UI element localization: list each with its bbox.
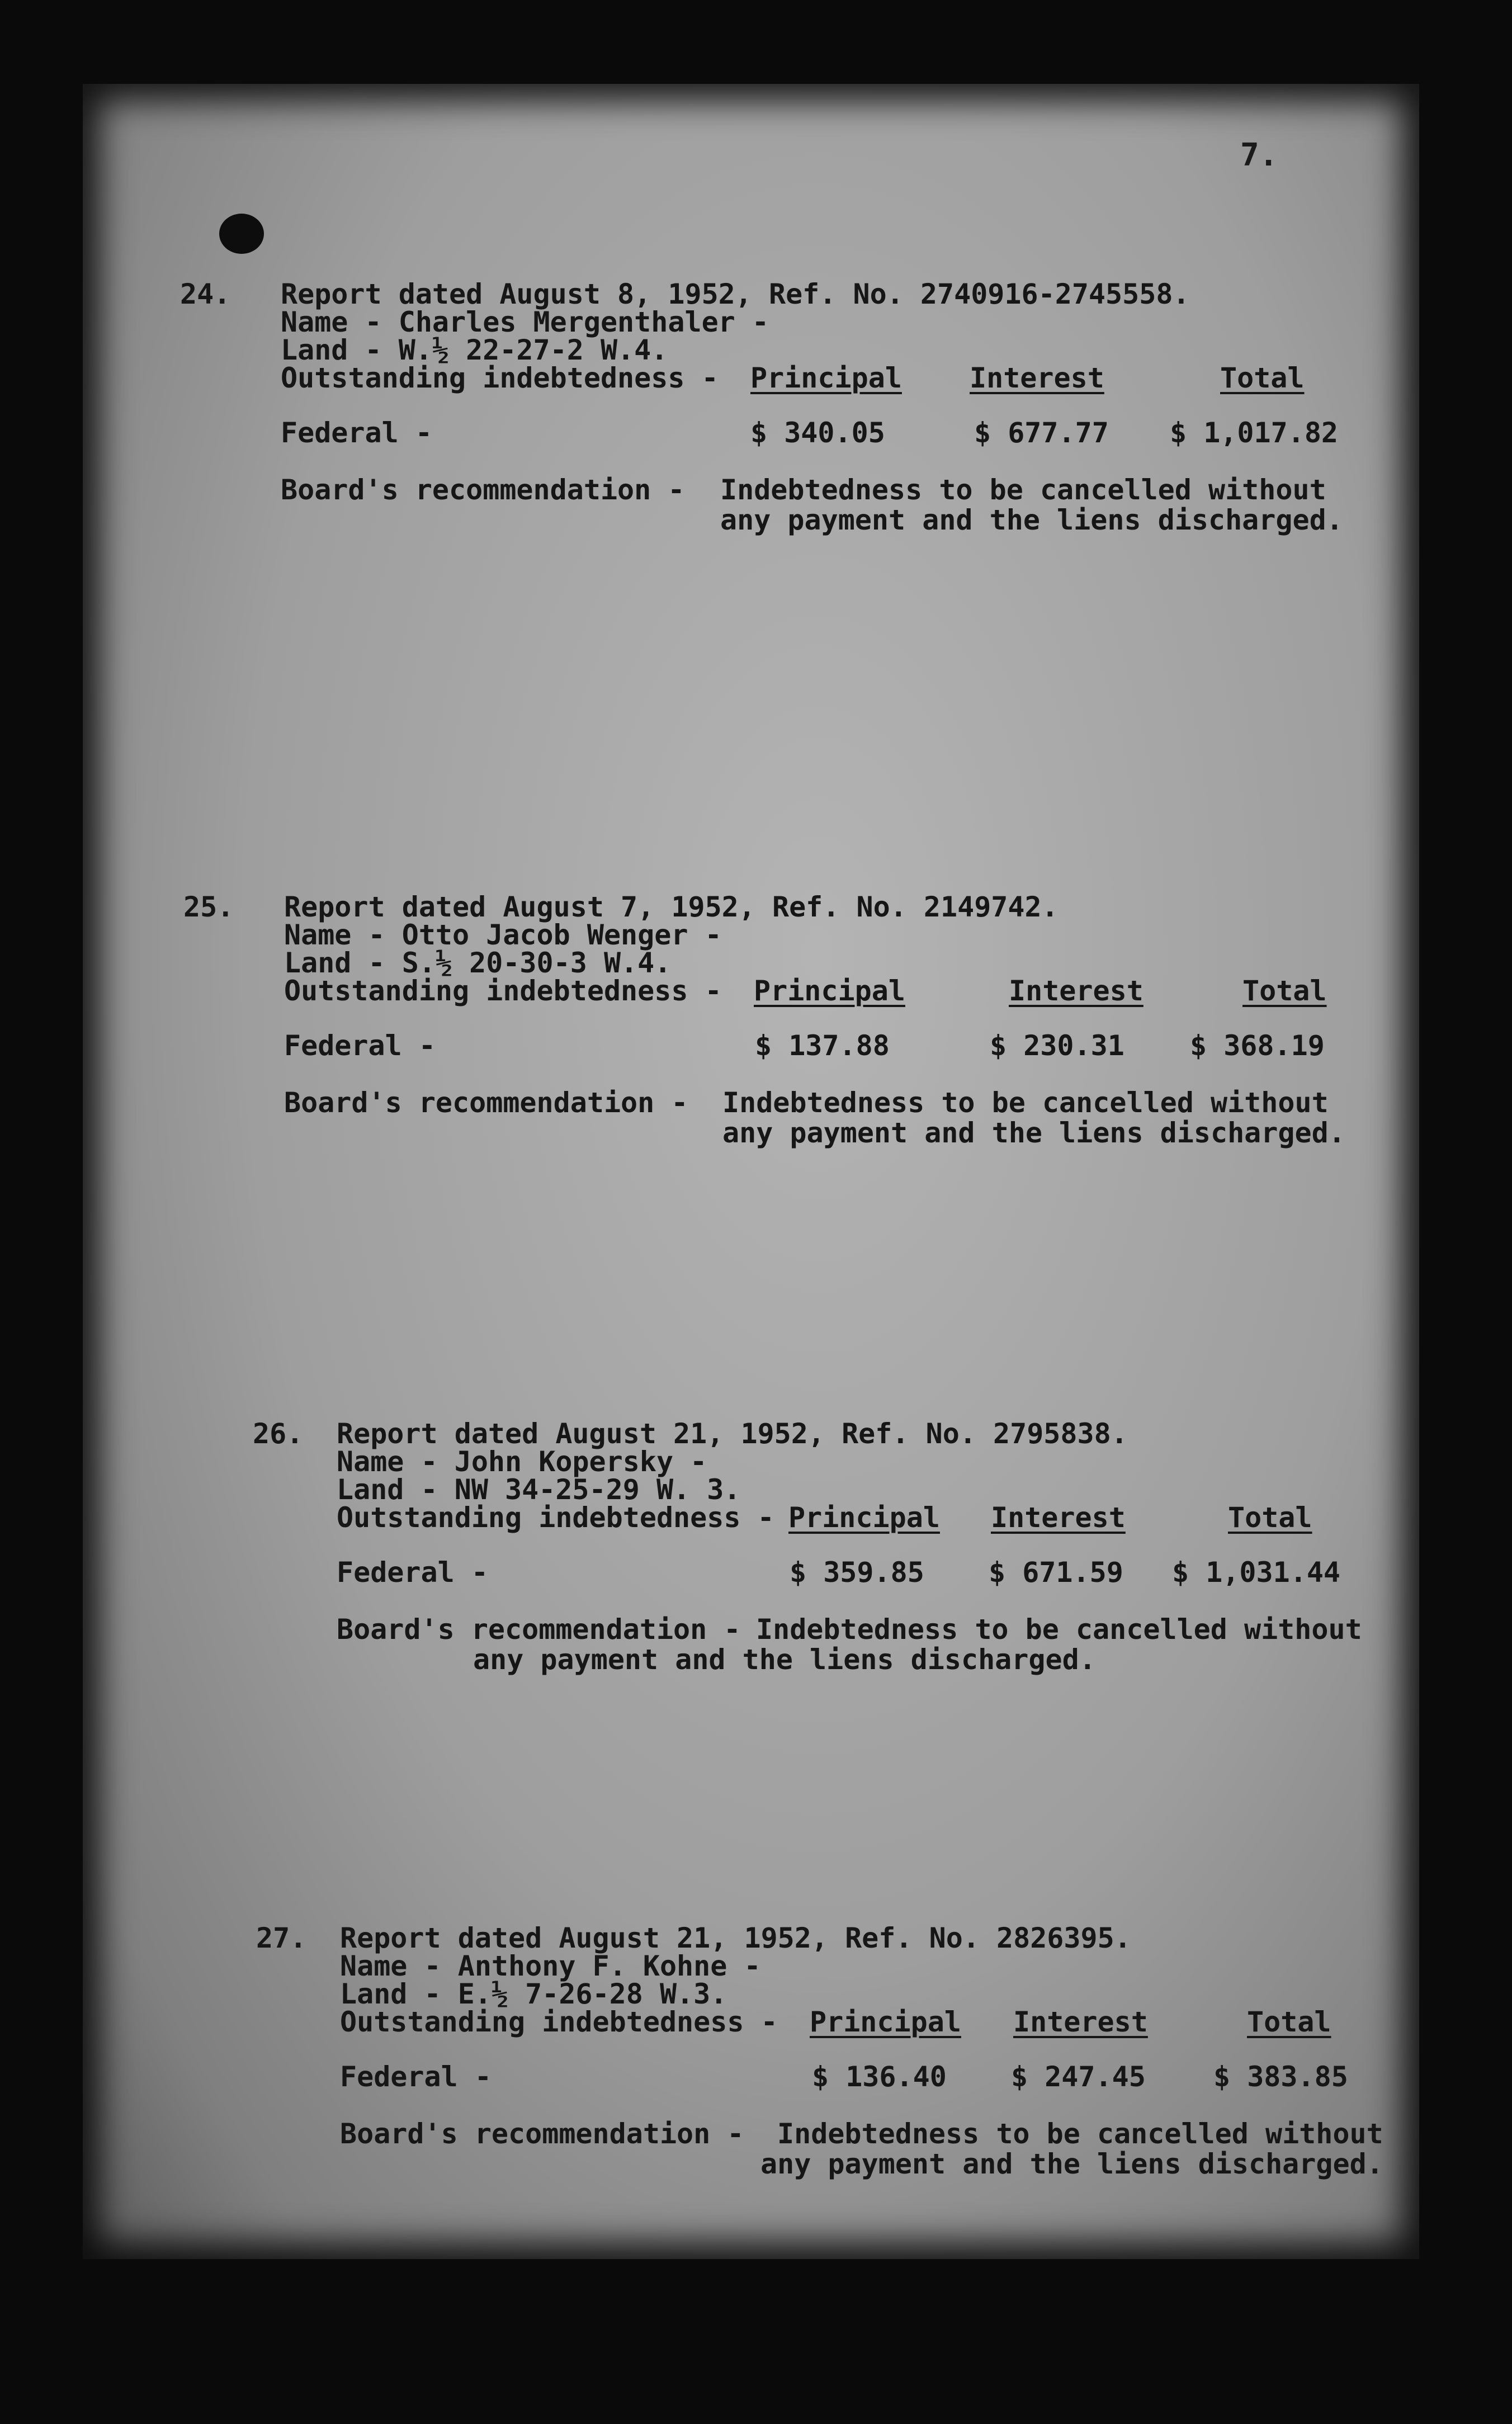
principal-value: $ 340.05 <box>750 417 885 449</box>
entry-number: 27. <box>256 1922 307 1954</box>
total-value: $ 368.19 <box>1190 1029 1325 1062</box>
entry-24 <box>180 278 1343 779</box>
recommendation-label: Board's recommendation - <box>340 2118 744 2150</box>
outstanding-label: Outstanding indebtedness - <box>340 2006 778 2038</box>
principal-value: $ 137.88 <box>755 1029 890 1062</box>
interest-value: $ 671.59 <box>989 1556 1123 1589</box>
recommendation-label: Board's recommendation - <box>337 1613 741 1646</box>
federal-label: Federal - <box>337 1556 488 1589</box>
land-line: Land - NW 34-25-29 W. 3. <box>337 1473 741 1506</box>
page-number: 7. <box>1240 137 1278 173</box>
total-header: Total <box>1247 2006 1331 2038</box>
recommendation-text-2: any payment and the liens discharged. <box>760 2148 1383 2180</box>
report-line: Report dated August 7, 1952, Ref. No. 2149742. <box>284 891 1059 923</box>
federal-label: Federal - <box>281 417 432 449</box>
land-line: Land - E.½ 7-26-28 W.3. <box>340 1978 727 2010</box>
federal-label: Federal - <box>340 2061 492 2093</box>
total-header: Total <box>1228 1501 1312 1534</box>
interest-value: $ 677.77 <box>974 417 1109 449</box>
name-line: Name - Charles Mergenthaler - <box>281 306 769 338</box>
principal-value: $ 136.40 <box>812 2061 947 2093</box>
interest-header: Interest <box>1013 2006 1148 2038</box>
recommendation-label: Board's recommendation - <box>284 1086 688 1119</box>
entry-27 <box>256 1922 1383 2423</box>
name-line: Name - Otto Jacob Wenger - <box>284 919 722 951</box>
recommendation-text: Indebtedness to be cancelled without <box>722 1086 1329 1119</box>
recommendation-text-2: any payment and the liens discharged. <box>720 504 1343 536</box>
interest-value: $ 230.31 <box>990 1029 1124 1062</box>
interest-value: $ 247.45 <box>1011 2061 1146 2093</box>
entry-number: 24. <box>180 278 231 310</box>
report-line: Report dated August 21, 1952, Ref. No. 2795838. <box>337 1417 1128 1450</box>
interest-header: Interest <box>991 1501 1126 1534</box>
outstanding-label: Outstanding indebtedness - <box>281 362 719 394</box>
recommendation-text-2: any payment and the liens discharged. <box>722 1117 1345 1149</box>
report-line: Report dated August 21, 1952, Ref. No. 2826395. <box>340 1922 1131 1954</box>
federal-label: Federal - <box>284 1029 436 1062</box>
entry-26 <box>253 1417 1362 1919</box>
total-value: $ 1,017.82 <box>1170 417 1339 449</box>
outstanding-label: Outstanding indebtedness - <box>337 1501 774 1534</box>
land-line: Land - W.½ 22-27-2 W.4. <box>281 334 668 366</box>
punch-hole <box>219 214 264 254</box>
principal-header: Principal <box>754 975 905 1007</box>
interest-header: Interest <box>1009 975 1144 1007</box>
report-line: Report dated August 8, 1952, Ref. No. 2740916-2745558. <box>281 278 1190 310</box>
name-line: Name - Anthony F. Kohne - <box>340 1950 761 1982</box>
recommendation-text-2: any payment and the liens discharged. <box>473 1643 1096 1676</box>
principal-header: Principal <box>750 362 902 394</box>
total-value: $ 1,031.44 <box>1172 1556 1341 1589</box>
recommendation-text: Indebtedness to be cancelled without <box>777 2118 1383 2150</box>
interest-header: Interest <box>970 362 1104 394</box>
name-line: Name - John Kopersky - <box>337 1445 707 1478</box>
recommendation-text: Indebtedness to be cancelled without <box>756 1613 1362 1646</box>
principal-header: Principal <box>810 2006 961 2038</box>
land-line: Land - S.½ 20-30-3 W.4. <box>284 947 672 979</box>
recommendation-text: Indebtedness to be cancelled without <box>720 474 1326 506</box>
outstanding-label: Outstanding indebtedness - <box>284 975 722 1007</box>
total-header: Total <box>1242 975 1327 1007</box>
entry-number: 26. <box>253 1417 304 1450</box>
principal-header: Principal <box>788 1501 940 1534</box>
recommendation-label: Board's recommendation - <box>281 474 685 506</box>
entry-25 <box>183 891 1345 1392</box>
principal-value: $ 359.85 <box>790 1556 924 1589</box>
total-header: Total <box>1220 362 1305 394</box>
entry-number: 25. <box>183 891 234 923</box>
total-value: $ 383.85 <box>1213 2061 1348 2093</box>
